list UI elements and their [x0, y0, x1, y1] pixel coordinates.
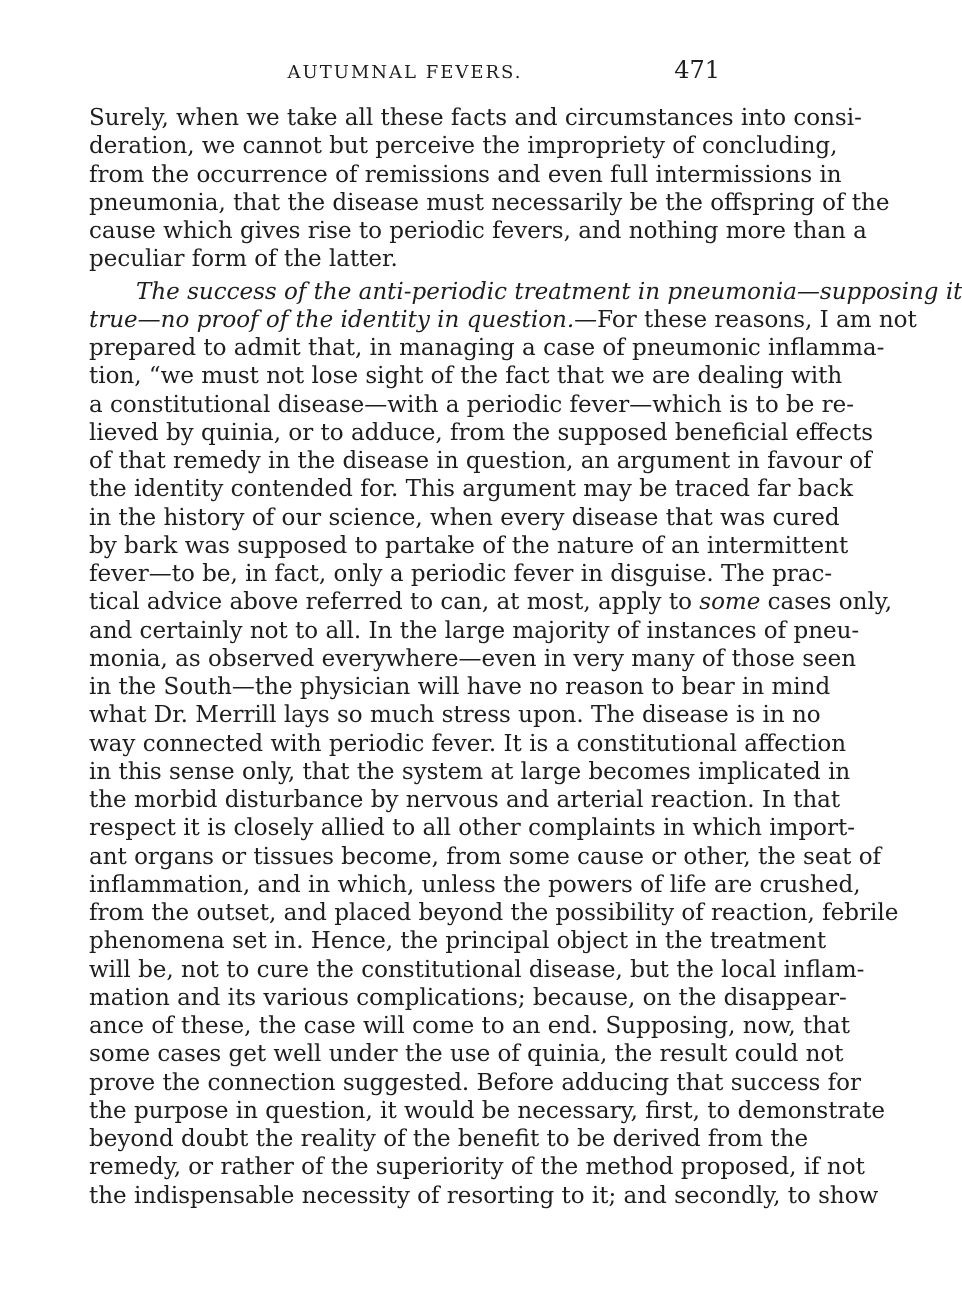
- text-line: mation and its various complications; because, on the disappear-: [89, 984, 847, 1011]
- text-line: in the South—the physician will have no reason to bear in mind: [89, 674, 831, 700]
- text-line: some cases get well under the use of quinia, the result could not: [89, 1041, 844, 1068]
- text-line: from the occurrence of remissions and even full intermissions in: [89, 161, 842, 188]
- text-line: lieved by quinia, or to adduce, from the supposed beneficial effects: [89, 419, 874, 446]
- text-line: monia, as observed everywhere—even in very many of those seen: [89, 645, 857, 672]
- text-run: tical advice above referred to can, at most, apply to: [89, 589, 692, 616]
- text-line: prove the connection suggested. Before adducing that success for: [89, 1069, 861, 1096]
- text-run: —For these reasons, I am not: [574, 306, 917, 333]
- text-line: cause which gives rise to periodic fevers, and nothing more than a: [89, 218, 867, 244]
- text-line: respect it is closely allied to all other complaints in which import-: [89, 815, 856, 842]
- text-line: beyond doubt the reality of the benefit to be derived from the: [89, 1126, 809, 1152]
- text-line: [89, 306, 917, 334]
- text-line: remedy, or rather of the superiority of the method proposed, if not: [89, 1154, 865, 1181]
- text-line: way connected with periodic fever. It is a constitutional affection: [89, 730, 847, 757]
- text-line: from the outset, and placed beyond the possibility of reaction, febrile: [89, 900, 899, 926]
- text-line: ance of these, the case will come to an end. Supposing, now, that: [89, 1013, 850, 1039]
- text-line: phenomena set in. Hence, the principal object in the treatment: [89, 928, 827, 955]
- text-line: prepared to admit that, in managing a case of pneumonic inflamma-: [89, 335, 885, 361]
- body-text: [89, 104, 962, 1210]
- emphasis-some: some: [699, 589, 761, 616]
- text-line: by bark was supposed to partake of the nature of an intermittent: [89, 532, 849, 559]
- text-line: in this sense only, that the system at large becomes implicated in: [89, 758, 851, 785]
- text-line: in the history of our science, when every disease that was cured: [89, 504, 840, 531]
- text-line: peculiar form of the latter.: [89, 246, 398, 273]
- text-line: fever—to be, in fact, only a periodic fever in disguise. The prac-: [89, 561, 833, 587]
- text-line: what Dr. Merrill lays so much stress upon. The disease is in no: [89, 702, 821, 729]
- page-number: 471: [674, 56, 720, 84]
- text-line: the identity contended for. This argument may be traced far back: [89, 476, 854, 503]
- text-line: [89, 588, 893, 616]
- text-line: pneumonia, that the disease must necessarily be the offspring of the: [89, 189, 890, 216]
- text-line: the indispensable necessity of resorting to it; and secondly, to show: [89, 1182, 879, 1209]
- text-line: and certainly not to all. In the large majority of instances of pneu-: [89, 617, 860, 644]
- text-line: the morbid disturbance by nervous and arterial reaction. In that: [89, 787, 841, 813]
- text-line: inflammation, and in which, unless the powers of life are crushed,: [89, 871, 861, 898]
- text-line: Surely, when we take all these facts and circumstances into consi-: [89, 105, 862, 131]
- text-line: ant organs or tissues become, from some cause or other, the seat of: [89, 843, 882, 870]
- text-run: cases only,: [767, 589, 893, 616]
- paragraph-1: [89, 104, 890, 274]
- text-line: a constitutional disease—with a periodic fever—which is to be re-: [89, 391, 854, 418]
- text-line: deration, we cannot but perceive the impropriety of concluding,: [89, 133, 838, 160]
- text-line: will be, not to cure the constitutional disease, but the local inflam-: [89, 956, 865, 983]
- running-title: AUTUMNAL FEVERS.: [287, 62, 523, 83]
- section-heading: The success of the anti-periodic treatment in pneumonia—supposing it: [136, 278, 962, 305]
- running-head: [90, 50, 720, 90]
- text-line: the purpose in question, it would be necessary, first, to demonstrate: [89, 1097, 886, 1124]
- text-line: of that remedy in the disease in question, an argument in favour of: [89, 448, 872, 474]
- text-line: tion, “we must not lose sight of the fact that we are dealing with: [89, 363, 843, 390]
- section-heading-line: [89, 278, 962, 306]
- paragraph-2: [89, 278, 962, 1210]
- section-heading-end: true—no proof of the identity in question.: [89, 306, 575, 333]
